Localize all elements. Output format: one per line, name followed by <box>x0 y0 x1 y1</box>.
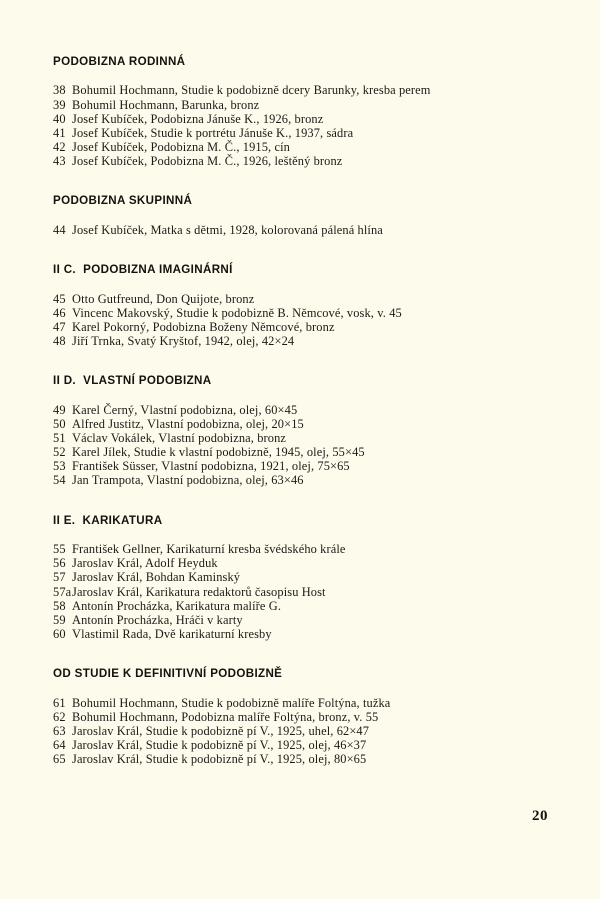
catalog-entry <box>53 459 548 473</box>
entry-number: 63 <box>53 723 66 738</box>
catalog-entry <box>53 445 548 459</box>
catalog-entry <box>53 140 548 154</box>
catalog-entry <box>53 556 548 570</box>
entry-number: 50 <box>53 416 66 431</box>
entry-number: 41 <box>53 125 66 140</box>
catalog-entry <box>53 710 548 724</box>
entry-text: Karel Pokorný, Podobizna Boženy Němcové, bronz <box>72 319 335 334</box>
entry-text: František Gellner, Karikaturní kresba švédského krále <box>72 542 346 557</box>
entry-number: 57 <box>53 570 66 585</box>
entry-text: Antonín Procházka, Hráči v karty <box>72 612 243 627</box>
entry-number: 46 <box>53 305 66 320</box>
entry-number: 42 <box>53 140 66 155</box>
entry-text: Josef Kubíček, Podobizna M. Č., 1915, cín <box>72 140 290 155</box>
catalog-section <box>53 514 548 642</box>
entry-number: 54 <box>53 473 66 488</box>
catalog-entry <box>53 320 548 334</box>
entry-text: Jaroslav Král, Studie k podobizně pí V., 1925, olej, 80×65 <box>72 752 367 767</box>
entry-text: Bohumil Hochmann, Podobizna malíře Foltýna, bronz, v. 55 <box>72 709 379 724</box>
entry-text: Otto Gutfreund, Don Quijote, bronz <box>72 291 255 306</box>
entry-number: 39 <box>53 97 66 112</box>
catalog-entry <box>53 403 548 417</box>
entry-number: 45 <box>53 291 66 306</box>
entry-text: Jiří Trnka, Svatý Kryštof, 1942, olej, 42×24 <box>72 334 295 349</box>
entry-list <box>53 292 548 349</box>
catalog-entry <box>53 473 548 487</box>
entry-list <box>53 542 548 641</box>
catalog-entry <box>53 696 548 710</box>
section-heading: PODOBIZNA RODINNÁ <box>53 55 186 68</box>
entry-text: Bohumil Hochmann, Barunka, bronz <box>72 97 260 112</box>
entry-text: Jaroslav Král, Studie k podobizně pí V., 1925, uhel, 62×47 <box>72 723 370 738</box>
catalog-entry <box>53 223 548 237</box>
entry-text: Karel Černý, Vlastní podobizna, olej, 60×45 <box>72 402 298 417</box>
entry-text: Josef Kubíček, Matka s dětmi, 1928, kolorovaná pálená hlína <box>72 222 383 237</box>
catalog-section <box>53 263 548 348</box>
catalog-entry <box>53 570 548 584</box>
catalog-section <box>53 55 548 168</box>
entry-text: Jaroslav Král, Karikatura redaktorů časopisu Host <box>72 584 326 599</box>
catalog-entry <box>53 738 548 752</box>
section-heading: II D. VLASTNÍ PODOBIZNA <box>53 374 212 388</box>
entry-text: Josef Kubíček, Podobizna M. Č., 1926, leštěný bronz <box>72 154 343 169</box>
section-heading: PODOBIZNA SKUPINNÁ <box>53 194 193 208</box>
catalog-section <box>53 194 548 237</box>
section-list <box>53 55 548 766</box>
entry-text: Jaroslav Král, Adolf Heyduk <box>72 556 218 571</box>
entry-text: Vincenc Makovský, Studie k podobizně B. Němcové, vosk, v. 45 <box>72 305 402 320</box>
entry-number: 56 <box>53 556 66 571</box>
entry-number: 40 <box>53 111 66 126</box>
entry-text: Jan Trampota, Vlastní podobizna, olej, 63×46 <box>72 473 304 488</box>
entry-number: 58 <box>53 598 66 613</box>
catalog-section <box>53 374 548 487</box>
entry-text: Antonín Procházka, Karikatura malíře G. <box>72 598 282 613</box>
entry-text: Alfred Justitz, Vlastní podobizna, olej, 20×15 <box>72 416 304 431</box>
catalog-entry <box>53 431 548 445</box>
catalog-entry <box>53 752 548 766</box>
entry-number: 60 <box>53 627 66 642</box>
entry-number: 43 <box>53 154 66 169</box>
catalog-entry <box>53 613 548 627</box>
entry-text: Jaroslav Král, Studie k podobizně pí V., 1925, olej, 46×37 <box>72 738 367 753</box>
entry-number: 51 <box>53 430 66 445</box>
entry-text: Václav Vokálek, Vlastní podobizna, bronz <box>72 430 287 445</box>
entry-list <box>53 403 548 488</box>
catalog-entry <box>53 542 548 556</box>
entry-text: Jaroslav Král, Bohdan Kaminský <box>72 570 241 585</box>
catalog-section <box>53 667 548 766</box>
entry-number: 62 <box>53 709 66 724</box>
catalog-entry <box>53 417 548 431</box>
entry-number: 47 <box>53 319 66 334</box>
catalog-entry <box>53 292 548 306</box>
entry-list <box>53 696 548 767</box>
catalog-entry <box>53 154 548 168</box>
section-heading: II C. PODOBIZNA IMAGINÁRNÍ <box>53 263 233 277</box>
catalog-entry <box>53 585 548 599</box>
entry-list <box>53 83 548 168</box>
entry-number: 57a <box>53 584 72 599</box>
entry-number: 53 <box>53 459 66 474</box>
entry-number: 48 <box>53 334 66 349</box>
catalog-entry <box>53 306 548 320</box>
catalog-entry <box>53 126 548 140</box>
catalog-entry <box>53 334 548 348</box>
entry-text: František Süsser, Vlastní podobizna, 1921, olej, 75×65 <box>72 459 350 474</box>
entry-text: Karel Jílek, Studie k vlastní podobizně, 1945, olej, 55×45 <box>72 445 365 460</box>
catalog-entry <box>53 98 548 112</box>
entry-number: 61 <box>53 695 66 710</box>
entry-number: 38 <box>53 83 66 98</box>
entry-list <box>53 223 548 237</box>
entry-text: Bohumil Hochmann, Studie k podobizně dcery Barunky, kresba perem <box>72 83 431 98</box>
entry-number: 49 <box>53 402 66 417</box>
entry-text: Josef Kubíček, Podobizna Jánuše K., 1926, bronz <box>72 111 324 126</box>
entry-number: 65 <box>53 752 66 767</box>
page-number: 20 <box>532 808 548 824</box>
entry-number: 44 <box>53 222 66 237</box>
section-heading: OD STUDIE K DEFINITIVNÍ PODOBIZNĚ <box>53 667 283 681</box>
entry-number: 64 <box>53 738 66 753</box>
entry-number: 52 <box>53 445 66 460</box>
entry-number: 59 <box>53 612 66 627</box>
entry-text: Josef Kubíček, Studie k portrétu Jánuše K., 1937, sádra <box>72 125 354 140</box>
section-heading: II E. KARIKATURA <box>53 513 163 527</box>
catalog-entry <box>53 627 548 641</box>
entry-text: Bohumil Hochmann, Studie k podobizně malíře Foltýna, tužka <box>72 695 391 710</box>
catalog-entry <box>53 724 548 738</box>
entry-number: 55 <box>53 542 66 557</box>
catalog-entry <box>53 83 548 97</box>
catalog-entry <box>53 112 548 126</box>
catalog-entry <box>53 599 548 613</box>
entry-text: Vlastimil Rada, Dvě karikaturní kresby <box>72 627 272 642</box>
